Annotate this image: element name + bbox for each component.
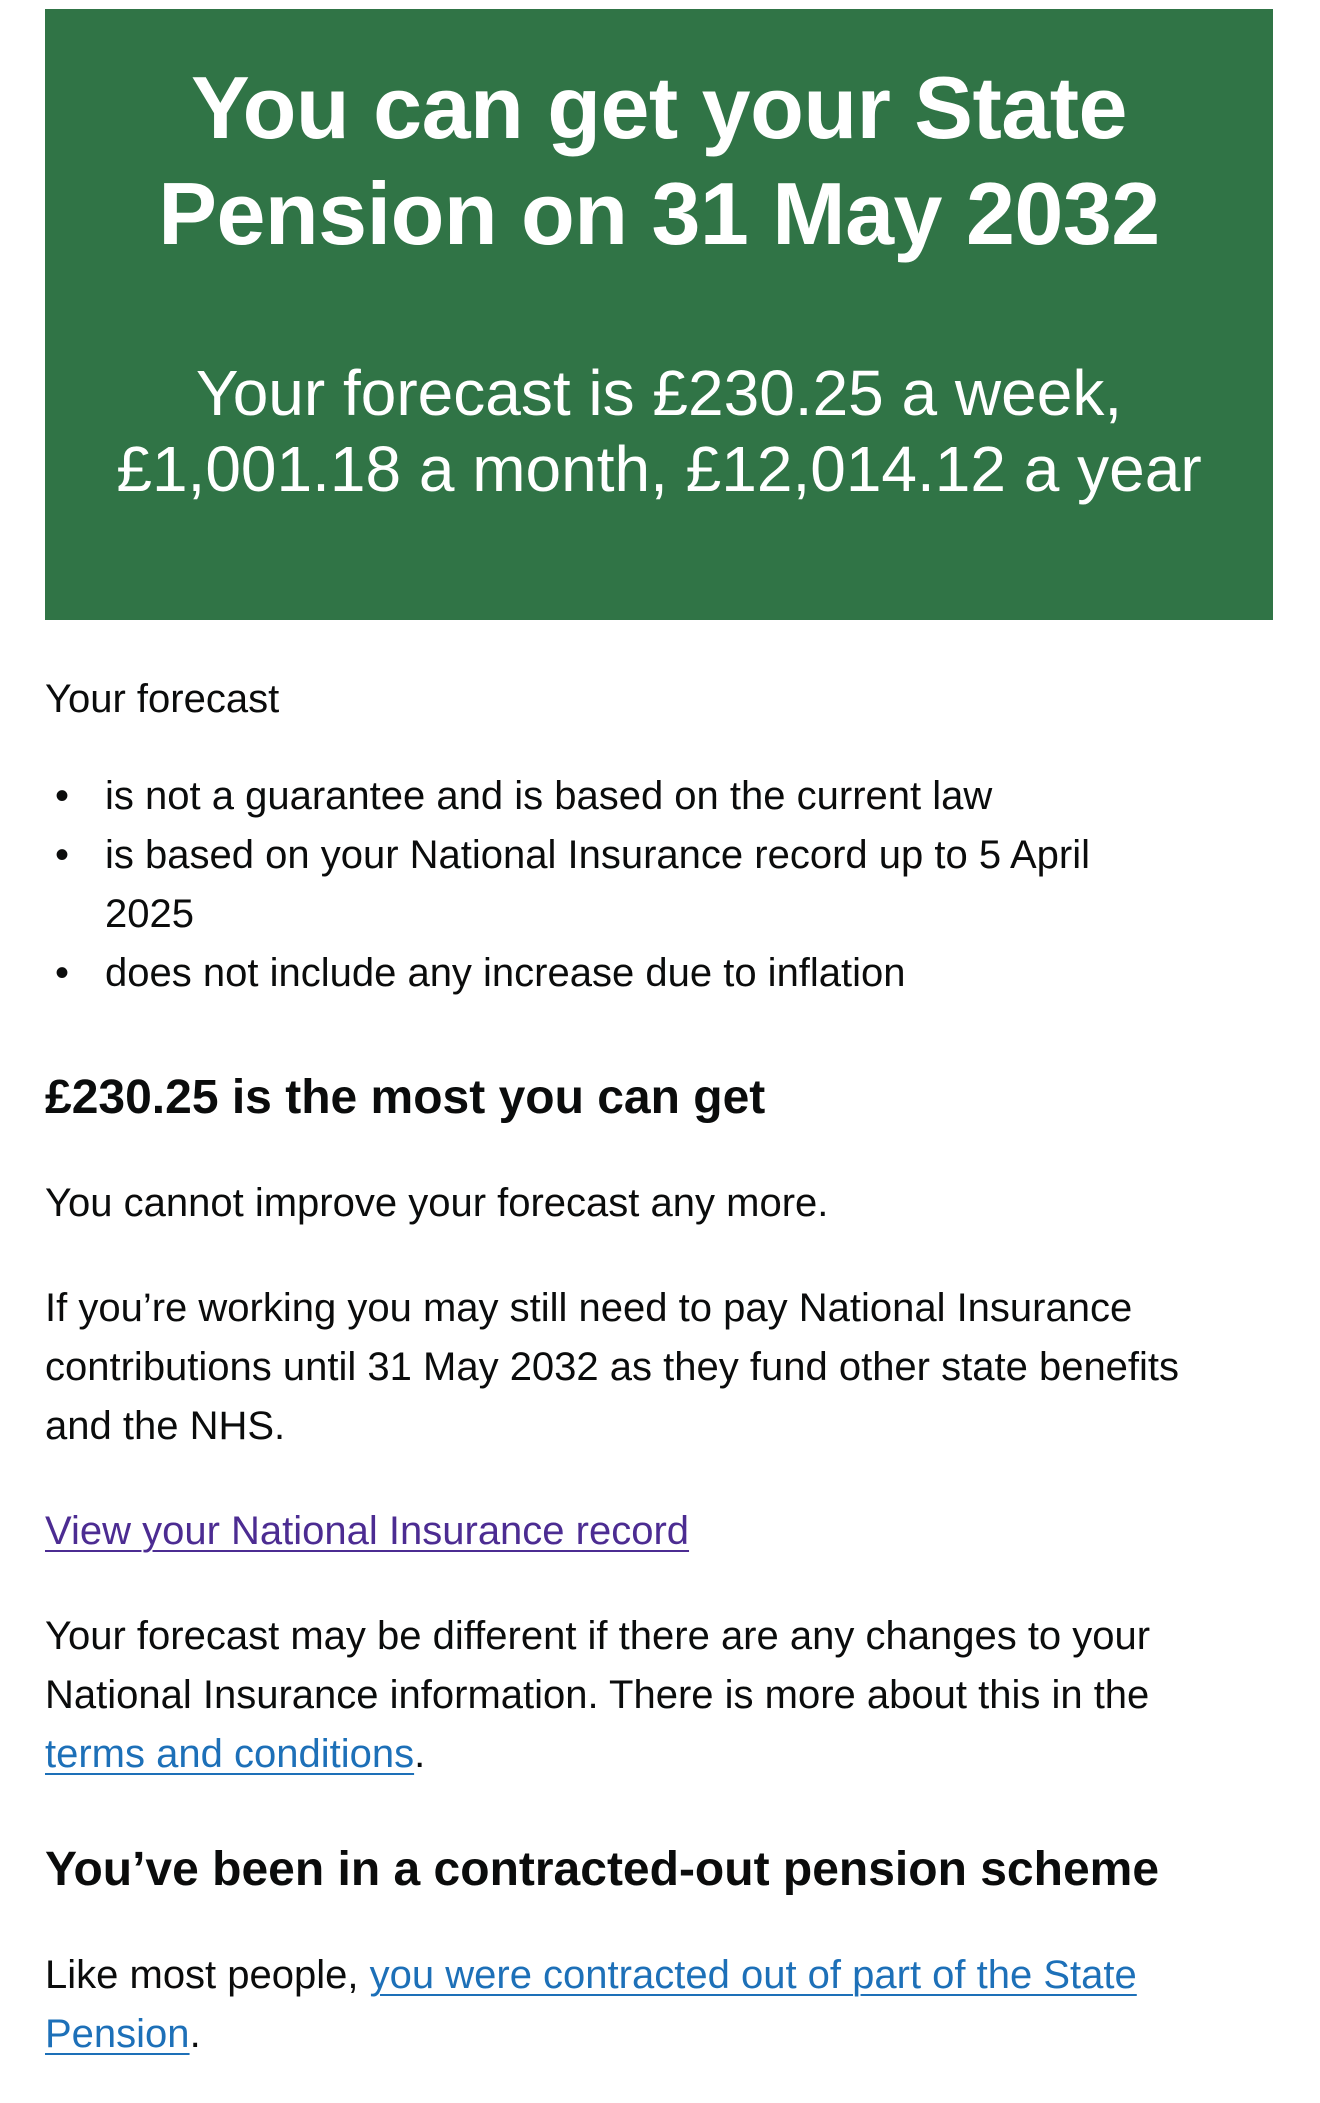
cannot-improve-text: You cannot improve your forecast any more. (45, 1181, 829, 1225)
terms-and-conditions-link[interactable]: terms and conditions (45, 1732, 415, 1776)
forecast-intro: Your forecast (45, 677, 280, 721)
list-item (55, 944, 1275, 1003)
contracted-out-heading: You’ve been in a contracted-out pension scheme (45, 1843, 1160, 1896)
bullet: • (55, 833, 70, 877)
list-item-text: does not include any increase due to inflation (105, 951, 906, 995)
contracted-out-text (45, 1946, 1245, 2064)
bullet: • (55, 774, 70, 818)
contracted-out-link[interactable]: you were contracted out of part of the State Pension (45, 1953, 1137, 2056)
confirmation-panel (45, 9, 1273, 620)
view-record-paragraph (45, 1502, 1275, 1561)
forecast-different-prefix: Your forecast may be different if there are any changes to your National Insurance information. There is more about this in the (45, 1614, 1151, 1717)
working-contributions-text: If you’re working you may still need to pay National Insurance contributions until 31 May 2032 as they fund other state benefits and the NHS. (45, 1286, 1180, 1448)
list-item (55, 826, 1145, 944)
view-ni-record-link[interactable]: View your National Insurance record (45, 1509, 690, 1553)
contracted-out-prefix: Like most people, (45, 1953, 370, 1997)
list-item-text: is based on your National Insurance record up to 5 April 2025 (105, 833, 1091, 936)
main-content (45, 670, 1275, 2064)
forecast-points-list (45, 767, 1275, 1003)
forecast-different-suffix: . (414, 1732, 426, 1776)
contracted-out-suffix: . (189, 2012, 201, 2056)
panel-forecast: Your forecast is £230.25 a week, £1,001.18 a month, £12,014.12 a year (116, 357, 1202, 505)
most-you-can-get-heading: £230.25 is the most you can get (45, 1071, 766, 1124)
forecast-different-text (45, 1607, 1245, 1784)
list-item (55, 767, 1275, 826)
panel-title: You can get your State Pension on 31 May 2032 (158, 58, 1160, 263)
list-item-text: is not a guarantee and is based on the current law (105, 774, 993, 818)
bullet: • (55, 951, 70, 995)
